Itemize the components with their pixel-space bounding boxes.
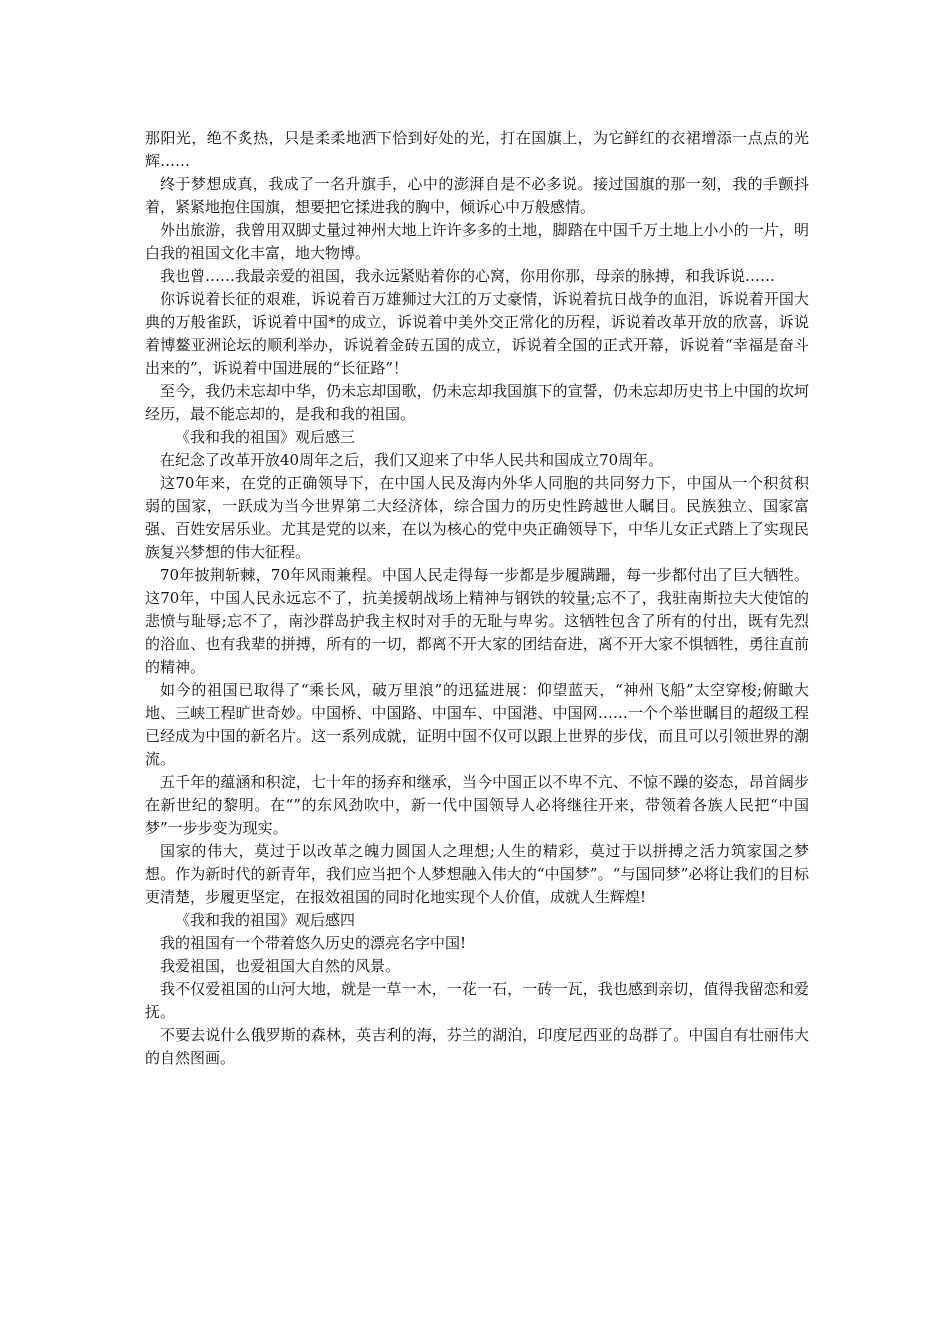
paragraph-sacrifice: 70年披荆斩棘，70年风雨兼程。中国人民走得每一步都是步履蹒跚，每一步都付出了巨大牺牲。这70年，中国人民永远忘不了，抗美援朝战场上精神与钢铁的较量;忘不了，我驻南斯拉夫大使馆的悲愤与耻辱;忘不了，南沙群岛护我主权时对手的无耻与卑劣。这牺牲包含了所有的付出，既有先烈的浴血、也有我辈的拼搏，所有的一切，都离不开大家的团结奋进，离不开大家不惧牺牲，勇往直前的精神。 — [145, 566, 809, 676]
paragraph-flag-raiser: 终于梦想成真，我成了一名升旗手，心中的澎湃自是不必多说。接过国旗的那一刻，我的手颤抖着，紧紧地抱住国旗，想要把它揉进我的胸中，倾诉心中万般感情。 — [145, 175, 809, 216]
paragraph-achievements: 如今的祖国已取得了“乘长风，破万里浪”的迅猛进展：仰望蓝天，“神州飞船”太空穿梭;俯瞰大地、三峡工程旷世奇妙。中国桥、中国路、中国车、中国港、中国网……一个个举世瞩目的超级工程已经成为中国的新名片。这一系列成就，证明中国不仅可以跟上世界的步伐，而且可以引领世界的潮流。 — [145, 681, 809, 768]
paragraph-motherland-heart: 我也曾……我最亲爱的祖国，我永远紧贴着你的心窝，你用你那，母亲的脉搏，和我诉说…… — [160, 267, 776, 285]
paragraph-beautiful-name: 我的祖国有一个带着悠久历史的漂亮名字中国! — [160, 934, 467, 952]
paragraph-new-century: 五千年的蕴涵和积淀，七十年的扬弃和继承，当今中国正以不卑不亢、不惊不躁的姿态，昂首阔步在新世纪的黎明。在“”的东风劲吹中，新一代中国领导人必将继往开来，带领着各族人民把“中国梦”一步步变为现实。 — [145, 773, 809, 837]
paragraph-chinese-dream: 国家的伟大，莫过于以改革之魄力圆国人之理想;人生的精彩，莫过于以拼搏之活力筑家国之梦想。作为新时代的新青年，我们应当把个人梦想融入伟大的“中国梦”。“与国同梦”必将让我们的目标更清楚，步履更坚定，在报效祖国的同时化地实现个人价值，成就人生辉煌! — [145, 842, 809, 906]
document-body — [145, 127, 809, 1070]
paragraph-mountains-rivers: 我不仅爱祖国的山河大地，就是一草一木，一花一石，一砖一瓦，我也感到亲切，值得我留恋和爱抚。 — [145, 980, 809, 1021]
section-heading-three: 《我和我的祖国》观后感三 — [175, 428, 356, 446]
paragraph-love-scenery: 我爱祖国，也爱祖国大自然的风景。 — [160, 957, 401, 975]
paragraph-70th-anniversary: 在纪念了改革开放40周年之后，我们又迎来了中华人民共和国成立70周年。 — [160, 451, 664, 469]
paragraph-travel: 外出旅游，我曾用双脚丈量过神州大地上许许多多的土地，脚踏在中国千万土地上小小的一片，明白我的祖国文化丰富，地大物博。 — [145, 221, 809, 262]
paragraph-natural-picture: 不要去说什么俄罗斯的森林，英吉利的海，芬兰的湖泊，印度尼西亚的岛群了。中国自有壮丽伟大的自然图画。 — [145, 1026, 809, 1067]
paragraph-sunlight: 那阳光，绝不炙热，只是柔柔地洒下恰到好处的光，打在国旗上，为它鲜红的衣裙增添一点点的光辉…… — [145, 129, 809, 170]
paragraph-70-years-progress: 这70年来，在党的正确领导下，在中国人民及海内外华人同胞的共同努力下，中国从一个积贫积弱的国家，一跃成为当今世界第二大经济体，综合国力的历史性跨越世人瞩目。民族独立、国家富强、百姓安居乐业。尤其是党的以来，在以为核心的党中央正确领导下，中华儿女正式踏上了实现民族复兴梦想的伟大征程。 — [145, 474, 809, 561]
paragraph-history-telling: 你诉说着长征的艰难，诉说着百万雄狮过大江的万丈豪情，诉说着抗日战争的血泪，诉说着开国大典的万般雀跃，诉说着中国*的成立，诉说着中美外交正常化的历程，诉说着改革开放的欣喜，诉说着博鳌亚洲论坛的顺利举办，诉说着金砖五国的成立，诉说着全国的正式开幕，诉说着“幸福是奋斗出来的”，诉说着中国进展的“长征路”！ — [145, 290, 809, 377]
section-heading-four: 《我和我的祖国》观后感四 — [175, 911, 356, 929]
paragraph-never-forget: 至今，我仍未忘却中华，仍未忘却国歌，仍未忘却我国旗下的宣誓，仍未忘却历史书上中国的坎坷经历，最不能忘却的，是我和我的祖国。 — [145, 382, 809, 423]
